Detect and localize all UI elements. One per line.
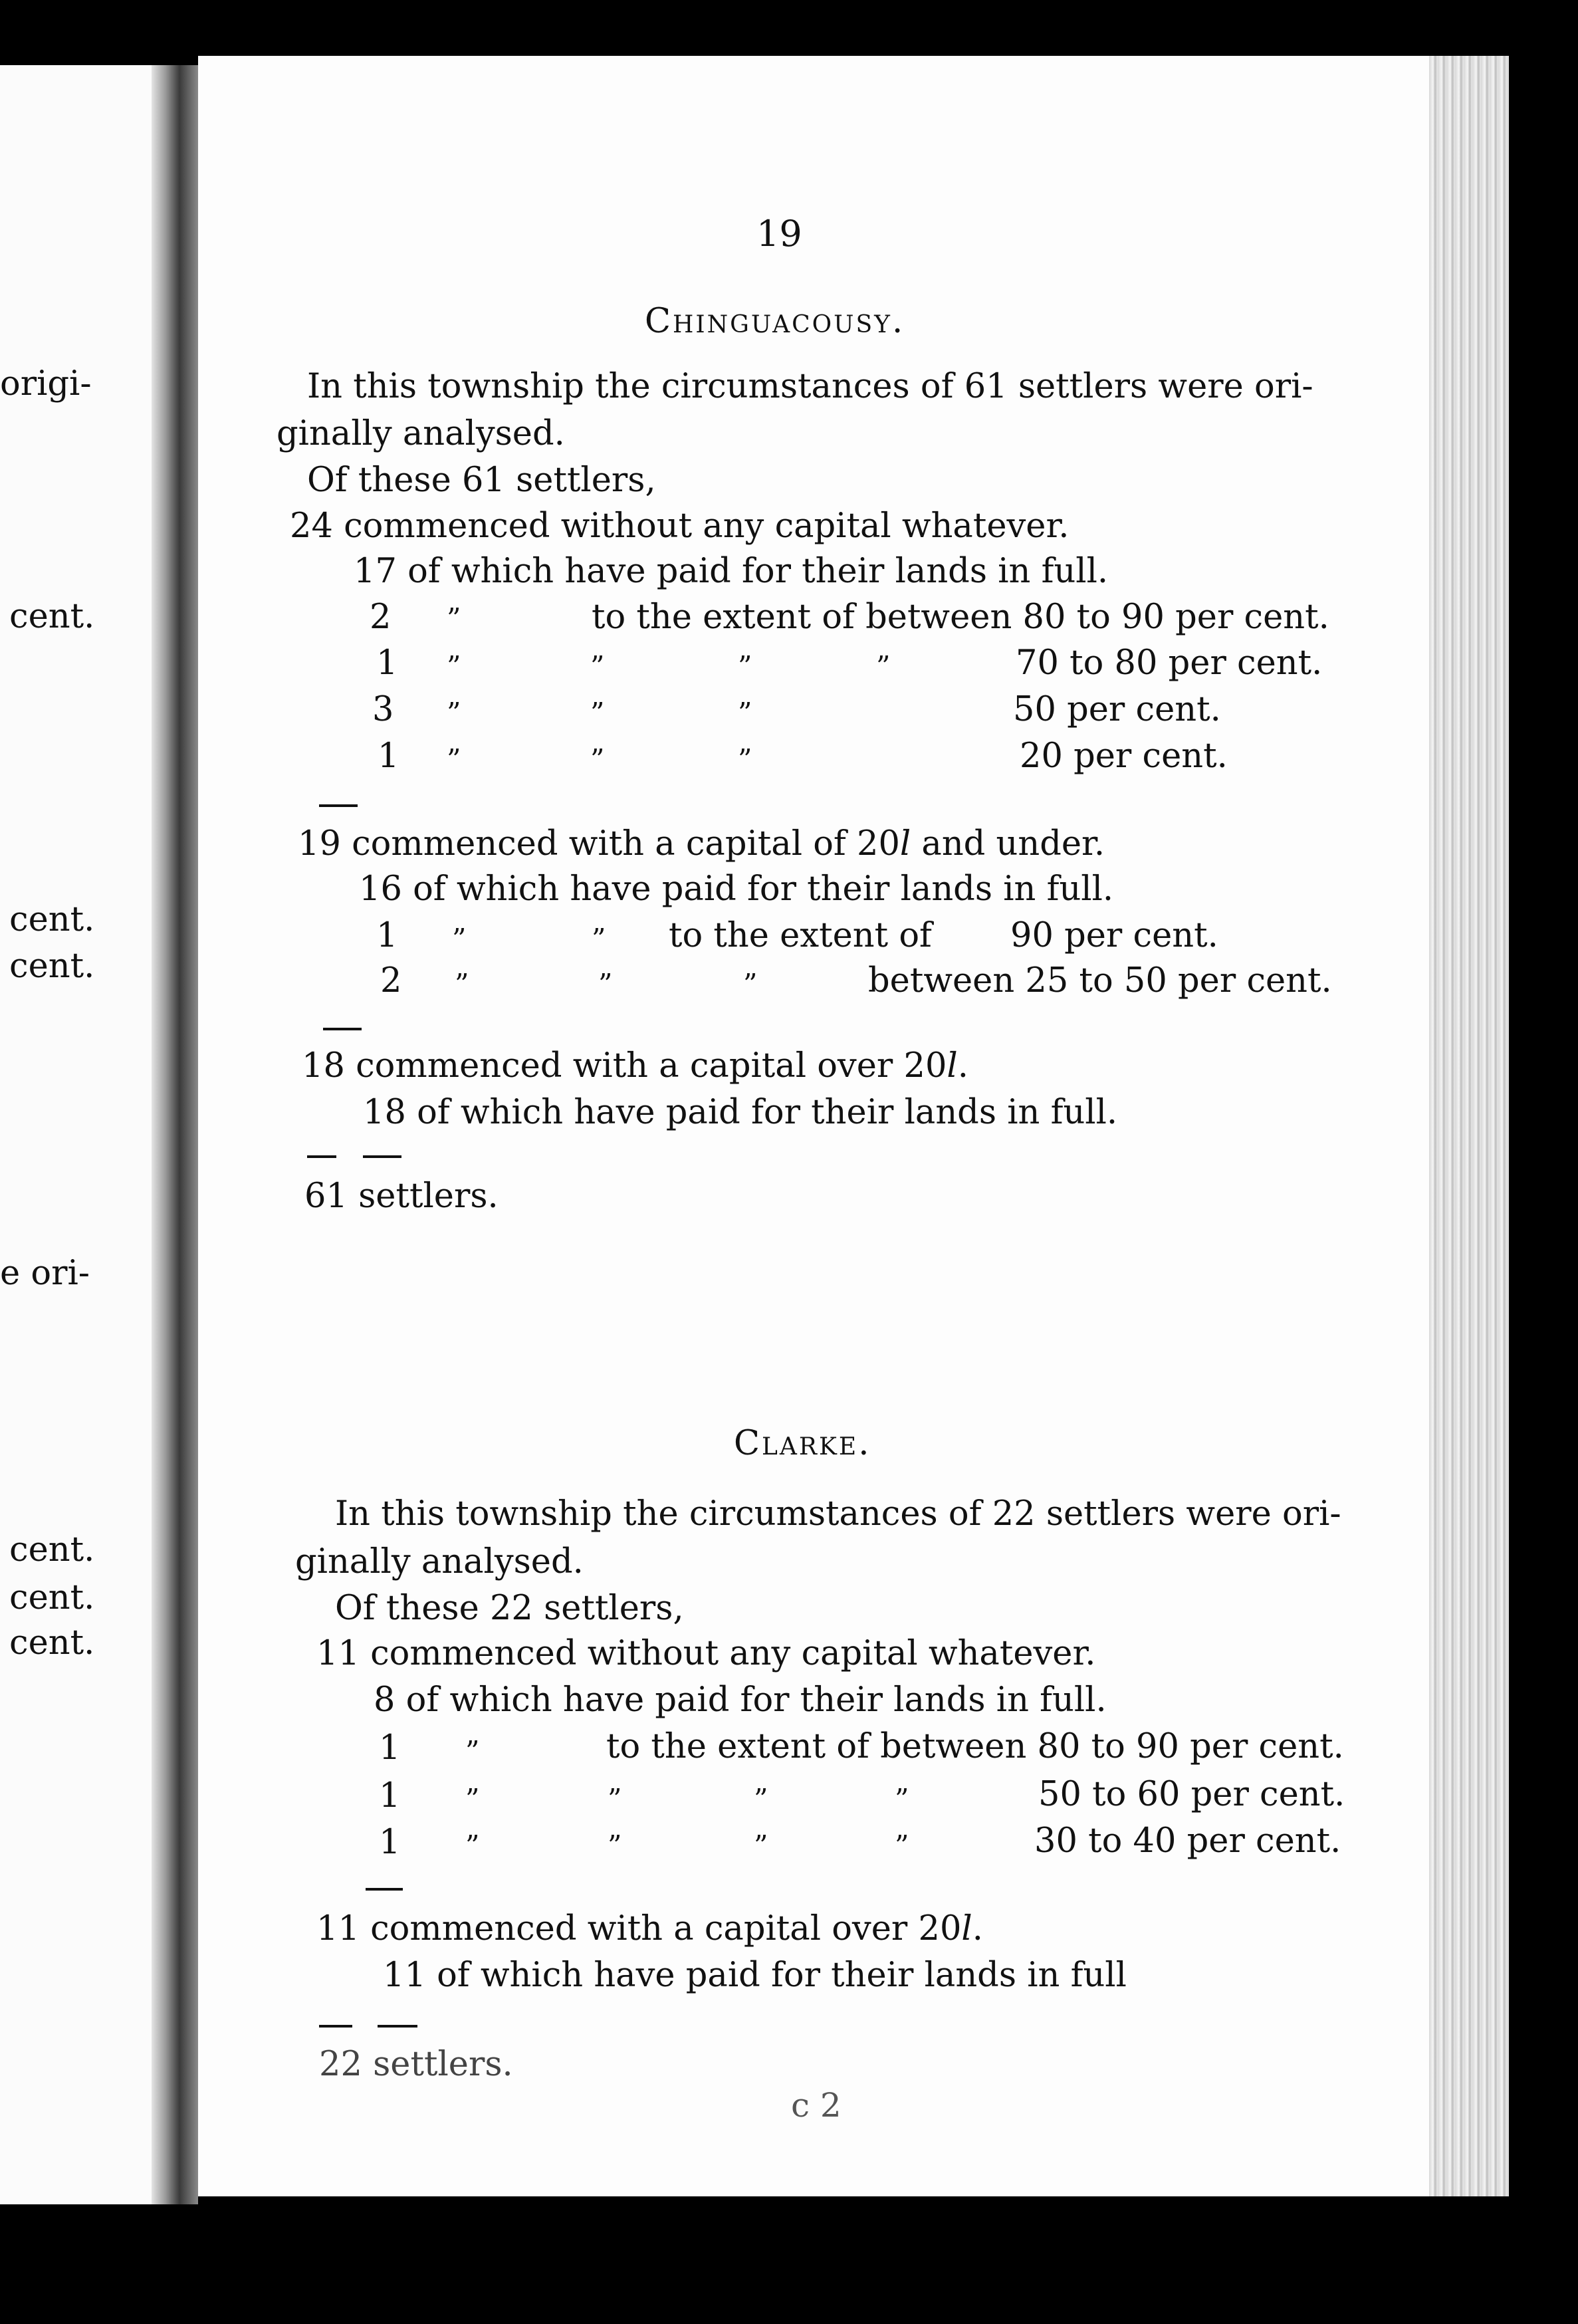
ditto-mark: ” — [895, 1783, 909, 1815]
row-text: 20 per cent. — [1020, 737, 1228, 776]
ditto-mark: ” — [447, 650, 461, 683]
sum-rule — [366, 1888, 403, 1891]
ditto-mark: ” — [590, 697, 605, 729]
left-margin-text: cent. — [9, 1623, 95, 1663]
ditto-mark: ” — [754, 1829, 768, 1862]
group-heading: 19 commenced with a capital of 20l and under. — [298, 824, 1105, 864]
row-text: to the extent of — [669, 916, 932, 955]
left-margin-text: cent. — [9, 947, 95, 986]
intro-line: Of these 22 settlers, — [335, 1589, 684, 1628]
row-count: 3 — [372, 690, 394, 729]
row-text: 70 to 80 per cent. — [1016, 643, 1323, 683]
ditto-mark: ” — [465, 1829, 480, 1862]
row-text: 30 to 40 per cent. — [1034, 1821, 1341, 1861]
row-text: between 25 to 50 per cent. — [868, 961, 1332, 1000]
paid-full-line: 11 of which have paid for their lands in full — [383, 1956, 1127, 1995]
row-text: to the extent of between 80 to 90 per cent. — [606, 1727, 1344, 1766]
row-count: 1 — [376, 916, 398, 955]
paid-full-line: 18 of which have paid for their lands in full. — [363, 1093, 1118, 1132]
row-text: to the extent of between 80 to 90 per cent. — [592, 598, 1329, 637]
row-text: 50 per cent. — [1013, 690, 1221, 729]
intro-line: ginally analysed. — [295, 1542, 584, 1581]
row-text: 90 per cent. — [1010, 916, 1218, 955]
ditto-mark: ” — [455, 968, 469, 1000]
ditto-mark: ” — [754, 1783, 768, 1815]
ditto-mark: ” — [465, 1735, 480, 1768]
ditto-mark: ” — [590, 650, 605, 683]
total-rule — [319, 2025, 352, 2028]
ditto-mark: ” — [447, 743, 461, 776]
ditto-mark: ” — [598, 968, 613, 1000]
left-margin-text: cent. — [9, 597, 95, 636]
ditto-mark: ” — [465, 1783, 480, 1815]
row-count: 1 — [378, 737, 399, 776]
ditto-mark: ” — [608, 1829, 622, 1862]
left-margin-text: cent. — [9, 1530, 95, 1569]
total-line: 61 settlers. — [304, 1177, 499, 1216]
paid-full-line: 16 of which have paid for their lands in full. — [359, 870, 1114, 909]
row-count: 1 — [379, 1776, 401, 1815]
ditto-mark: ” — [876, 650, 891, 683]
row-count: 2 — [370, 598, 392, 637]
left-margin-text: cent. — [9, 1578, 95, 1617]
ditto-mark: ” — [590, 743, 605, 776]
group-heading: 24 commenced without any capital whatever. — [290, 507, 1070, 546]
intro-line: In this township the circumstances of 22 settlers were ori- — [335, 1494, 1341, 1534]
paid-full-line: 17 of which have paid for their lands in full. — [354, 552, 1109, 591]
ditto-mark: ” — [447, 697, 461, 729]
total-rule — [307, 1155, 336, 1158]
left-margin-text: origi- — [0, 364, 92, 404]
signature-mark: c 2 — [791, 2086, 842, 2125]
total-rule — [363, 1155, 401, 1158]
row-count: 1 — [379, 1823, 401, 1862]
section-title: Clarke. — [734, 1424, 871, 1463]
ditto-mark: ” — [738, 743, 752, 776]
intro-line: Of these 61 settlers, — [307, 461, 656, 500]
intro-line: In this township the circumstances of 61 settlers were ori- — [307, 367, 1313, 406]
row-count: 1 — [376, 643, 398, 683]
ditto-mark: ” — [452, 923, 467, 955]
book-gutter — [152, 65, 198, 2204]
ditto-mark: ” — [738, 697, 752, 729]
intro-line: ginally analysed. — [277, 414, 565, 453]
left-margin-text: cent. — [9, 900, 95, 939]
page-number: 19 — [756, 213, 802, 255]
section-title: Chinguacousy. — [645, 302, 905, 341]
group-heading: 11 commenced without any capital whatever. — [316, 1634, 1096, 1673]
row-count: 1 — [379, 1728, 401, 1768]
left-margin-text: e ori- — [0, 1254, 90, 1293]
ditto-mark: ” — [592, 923, 606, 955]
row-text: 50 to 60 per cent. — [1038, 1775, 1345, 1814]
sum-rule — [319, 804, 358, 807]
ditto-mark: ” — [743, 968, 758, 1000]
page-edges — [1429, 56, 1509, 2196]
ditto-mark: ” — [895, 1829, 909, 1862]
group-heading: 18 commenced with a capital over 20l. — [302, 1046, 968, 1086]
total-line: 22 settlers. — [319, 2045, 513, 2084]
group-heading: 11 commenced with a capital over 20l. — [316, 1909, 983, 1948]
ditto-mark: ” — [738, 650, 752, 683]
sum-rule — [323, 1028, 362, 1030]
paid-full-line: 8 of which have paid for their lands in full. — [374, 1681, 1107, 1720]
row-count: 2 — [380, 961, 402, 1000]
total-rule — [378, 2025, 417, 2028]
ditto-mark: ” — [608, 1783, 622, 1815]
ditto-mark: ” — [447, 602, 461, 635]
